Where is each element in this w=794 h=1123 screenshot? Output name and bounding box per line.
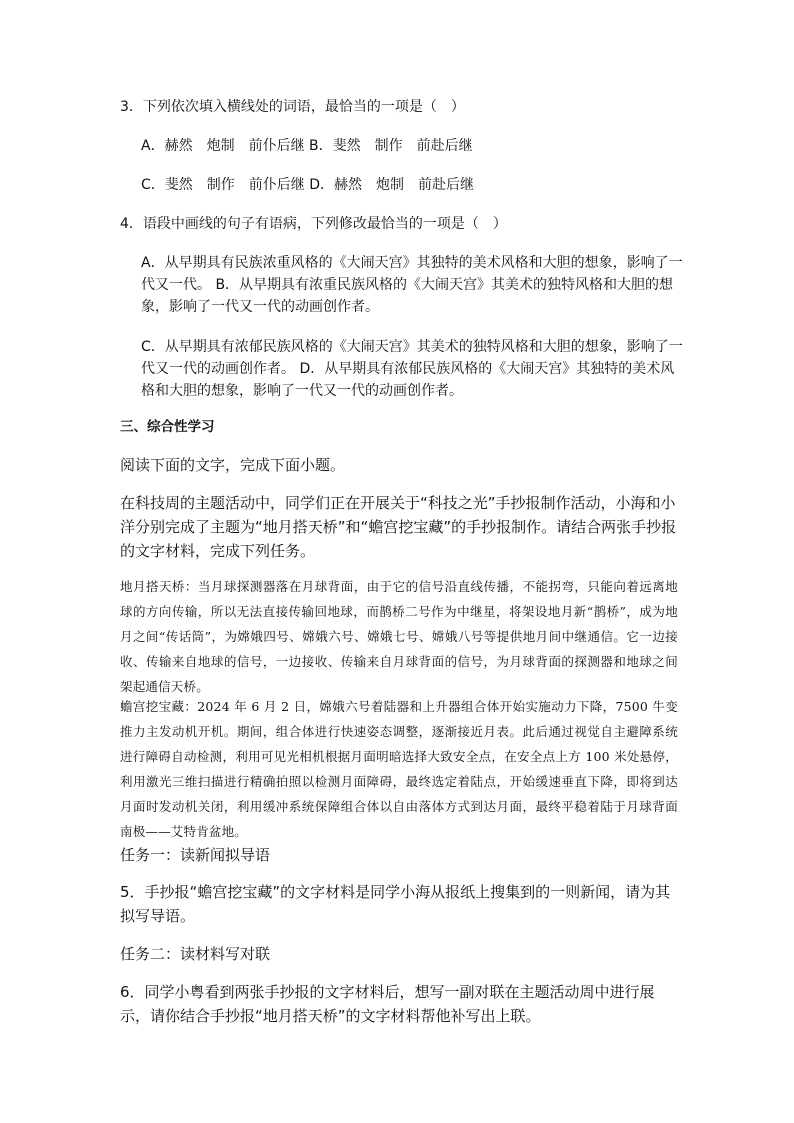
options-cd-text: C．斐然 制作 前仆后继 D．赫然 炮制 前赴后继	[141, 177, 475, 193]
question-4-options-cd: C．从早期具有浓郁民族风格的《大闹天宫》其美术的独特风格和大胆的想象，影响了一代又一代的动画创作者。 D．从早期具有浓郁民族风格的《大闹天宫》其独特的美术风格和大胆的想象，影响了一代又一代的动画创作者。	[141, 339, 683, 399]
question-4-options-ab: A．从早期具有民族浓重风格的《大闹天宫》其独特的美术风格和大胆的想象，影响了一代又一代。 B．从早期具有浓重民族风格的《大闹天宫》其美术的独特风格和大胆的想象，影响了一代又一代的动画创作者。	[141, 255, 683, 315]
question-4-stem: 4．语段中画线的句子有语病，下列修改最恰当的一项是（ ）	[120, 216, 507, 232]
question-3-options-ab	[141, 135, 681, 157]
reading-instruction: 阅读下面的文字，完成下面小题。	[120, 456, 346, 474]
material-moon-bridge: 地月搭天桥：当月球探测器落在月球背面，由于它的信号沿直线传播，不能拐弯，只能向着远离地球的方向传输，所以无法直接传输回地球，而鹊桥二号作为中继星，将架设地月新“鹊桥”，成为地月之间“传话筒”，为嫦娥四号、嫦娥六号、嫦娥七号、嫦娥八号等提供地月间中继通信。它一边接收、传输来自地球的信号，一边接收、传输来自月球背面的信号，为月球背面的探测器和地球之间架起通信天桥。	[120, 579, 678, 694]
options-ab-text: A．赫然 炮制 前仆后继 B．斐然 制作 前赴后继	[141, 138, 473, 154]
question-3-options-cd	[141, 174, 681, 196]
question-6: 6．同学小粤看到两张手抄报的文字材料后，想写一副对联在主题活动周中进行展示，请你结合手抄报“地月搭天桥”的文字材料帮他补写出上联。	[120, 983, 655, 1025]
question-5: 5．手抄报“蟾宫挖宝藏”的文字材料是同学小海从报纸上搜集到的一则新闻，请为其拟写导语。	[120, 883, 671, 925]
material-moon-treasure: 蟾宫挖宝藏：2024 年 6 月 2 日，嫦娥六号着陆器和上升器组合体开始实施动力下降，7500 牛变推力主发动机开机。期间，组合体进行快速姿态调整，逐渐接近月表。此后通过视觉自主避障系统进行障碍自动检测，利用可见光相机根据月面明暗选择大致安全点，在安全点上方 100 米处悬停，利用激光三维扫描进行精确拍照以检测月面障碍，最终选定着陆点，开始缓速垂直下降，即将到达月面时发动机关闭，利用缓冲系统保障组合体以自由落体方式到达月面，最终平稳着陆于月球背面南极——艾特肯盆地。	[120, 699, 678, 839]
question-3-stem: 3．下列依次填入横线处的词语，最恰当的一项是（ ）	[120, 99, 465, 115]
task-1-title: 任务一：读新闻拟导语	[120, 846, 271, 864]
intro-paragraph: 在科技周的主题活动中，同学们正在开展关于“科技之光”手抄报制作活动，小海和小洋分别完成了主题为“地月搭天桥”和“蟾宫挖宝藏”的手抄报制作。请结合两张手抄报的文字材料，完成下列任务。	[120, 494, 677, 560]
section-heading: 三、综合性学习	[120, 419, 215, 435]
task-2-title: 任务二：读材料写对联	[120, 945, 271, 963]
